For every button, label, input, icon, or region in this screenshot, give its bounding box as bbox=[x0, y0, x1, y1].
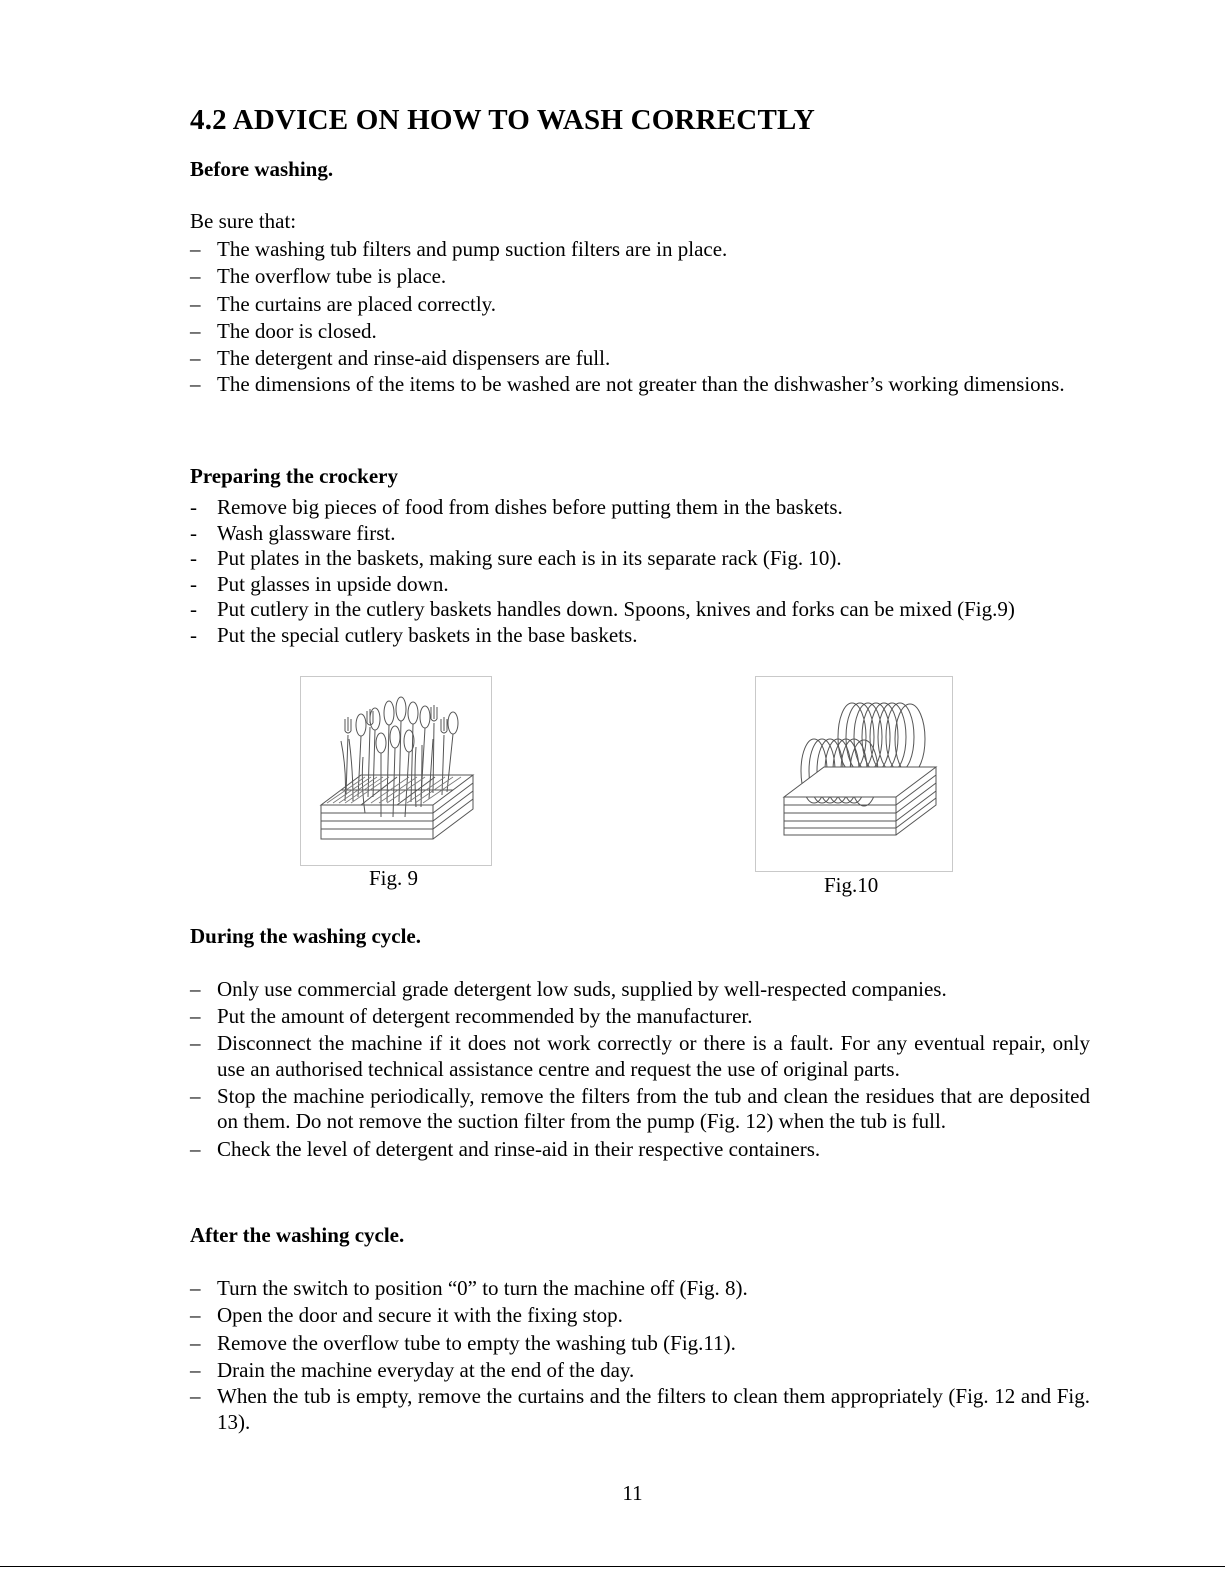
list-item: – The washing tub filters and pump suction filters are in place. bbox=[190, 237, 728, 261]
page-number: 11 bbox=[622, 1481, 643, 1505]
list-item: – Check the level of detergent and rinse-aid in their respective containers. bbox=[190, 1136, 821, 1161]
list-item: – Stop the machine periodically, remove the filters from the tub and clean the residues that are deposited on them. Do not remove the suction filter from the pump (Fig. 12) when the tub is full. bbox=[190, 1083, 1090, 1134]
before-washing-list bbox=[190, 236, 1090, 398]
fig10-caption: Fig.10 bbox=[824, 873, 879, 897]
list-item: – Drain the machine everyday at the end of the day. bbox=[190, 1357, 635, 1382]
list-item: – Turn the switch to position “0” to turn the machine off (Fig. 8). bbox=[190, 1276, 748, 1300]
section-title: 4.2 ADVICE ON HOW TO WASH CORRECTLY bbox=[190, 104, 816, 136]
list-item: - Wash glassware first. bbox=[190, 520, 396, 545]
preparing-crockery-list bbox=[190, 495, 1090, 649]
list-item: - Put the special cutlery baskets in the base baskets. bbox=[190, 622, 638, 647]
during-washing-list bbox=[190, 977, 1090, 1162]
after-washing-list bbox=[190, 1275, 1090, 1435]
list-item: – Disconnect the machine if it does not work correctly or there is a fault. For any eventual repair, only use an authorised technical assistance centre and request the use of original parts. bbox=[190, 1031, 1090, 1081]
list-item: – Remove the overflow tube to empty the washing tub (Fig.11). bbox=[190, 1330, 736, 1355]
list-item: – The curtains are placed correctly. bbox=[190, 291, 497, 316]
list-item: - Remove big pieces of food from dishes before putting them in the baskets. bbox=[190, 495, 843, 519]
plate-basket-illustration bbox=[755, 676, 953, 872]
during-washing-heading: During the washing cycle. bbox=[190, 924, 421, 948]
before-washing-heading: Before washing. bbox=[190, 157, 334, 181]
list-item: – Only use commercial grade detergent low suds, supplied by well-respected companies. bbox=[190, 977, 947, 1001]
preparing-crockery-heading: Preparing the crockery bbox=[190, 464, 399, 488]
cutlery-basket-illustration bbox=[300, 676, 492, 866]
fig9-caption: Fig. 9 bbox=[369, 866, 419, 890]
list-item: – The dimensions of the items to be washed are not greater than the dishwasher’s working dimensions. bbox=[190, 372, 1065, 397]
after-washing-heading: After the washing cycle. bbox=[190, 1223, 405, 1247]
before-washing-intro: Be sure that: bbox=[190, 209, 297, 233]
list-item: – The door is closed. bbox=[190, 318, 377, 343]
list-item: – The overflow tube is place. bbox=[190, 264, 447, 289]
list-item: - Put cutlery in the cutlery baskets handles down. Spoons, knives and forks can be mixed (Fig.9) bbox=[190, 597, 1015, 622]
list-item: – Put the amount of detergent recommended by the manufacturer. bbox=[190, 1004, 753, 1029]
bottom-rule bbox=[0, 1566, 1225, 1567]
list-item: – When the tub is empty, remove the curtains and the filters to clean them appropriately (Fig. 12 and Fig. 13). bbox=[190, 1384, 1090, 1434]
list-item: - Put glasses in upside down. bbox=[190, 571, 449, 596]
list-item: – The detergent and rinse-aid dispensers are full. bbox=[190, 346, 611, 371]
list-item: – Open the door and secure it with the fixing stop. bbox=[190, 1303, 623, 1328]
list-item: - Put plates in the baskets, making sure each is in its separate rack (Fig. 10). bbox=[190, 546, 842, 571]
basket bbox=[784, 767, 936, 835]
